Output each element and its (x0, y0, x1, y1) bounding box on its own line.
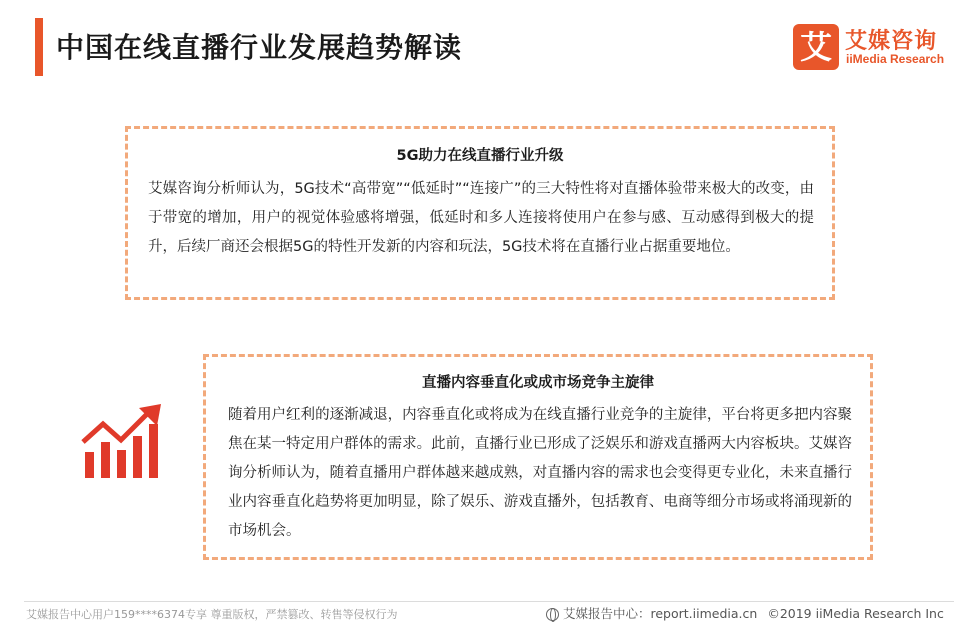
section-title: 5G助力在线直播行业升级 (396, 148, 564, 164)
section-vertical-box (203, 354, 873, 560)
title-accent-bar (35, 18, 43, 76)
footer-copyright: ©2019 iiMedia Research Inc (767, 606, 944, 621)
section-body: 随着用户红利的逐渐减退，内容垂直化或将成为在线直播行业竞争的主旋律，平台将更多把内容聚焦在某一特定用户群体的需求。此前，直播行业已形成了泛娱乐和游戏直播两大内容板块。艾媒咨询分析师认为，随着直播用户群体越来越成熟，对直播内容的需求也会变得更专业化，未来直播行业内容垂直化趋势将更加明显，除了娱乐、游戏直播外，包括教育、电商等细分市场或将涌现新的市场机会。 (228, 407, 852, 539)
logo-name-cn: 艾媒咨询 (845, 29, 938, 54)
growth-chart-icon (81, 402, 169, 480)
logo-name-en: iiMedia Research (846, 52, 945, 66)
globe-icon (546, 608, 559, 621)
section-body: 艾媒咨询分析师认为，5G技术“高带宽”“低延时”“连接广”的三大特性将对直播体验带来极大的改变，由于带宽的增加，用户的视觉体验感将增强，低延时和多人连接将使用户在参与感、互动感得到极大的提升，后续厂商还会根据5G的特性开发新的内容和玩法，5G技术将在直播行业占据重要地位。 (148, 181, 814, 255)
footer-divider (24, 601, 954, 602)
footer-copyright-notice: 艾媒报告中心用户159****6374专享 尊重版权，严禁篡改、转售等侵权行为 (26, 608, 398, 621)
page-title: 中国在线直播行业发展趋势解读 (56, 31, 463, 64)
section-title: 直播内容垂直化或成市场竞争主旋律 (422, 375, 654, 391)
footer-source-link[interactable]: 艾媒报告中心：report.iimedia.cn (563, 606, 758, 621)
brand-logo (793, 24, 953, 74)
logo-mark-icon: 艾 (793, 24, 839, 70)
section-5g-box (125, 126, 835, 300)
footer-source (546, 604, 944, 622)
